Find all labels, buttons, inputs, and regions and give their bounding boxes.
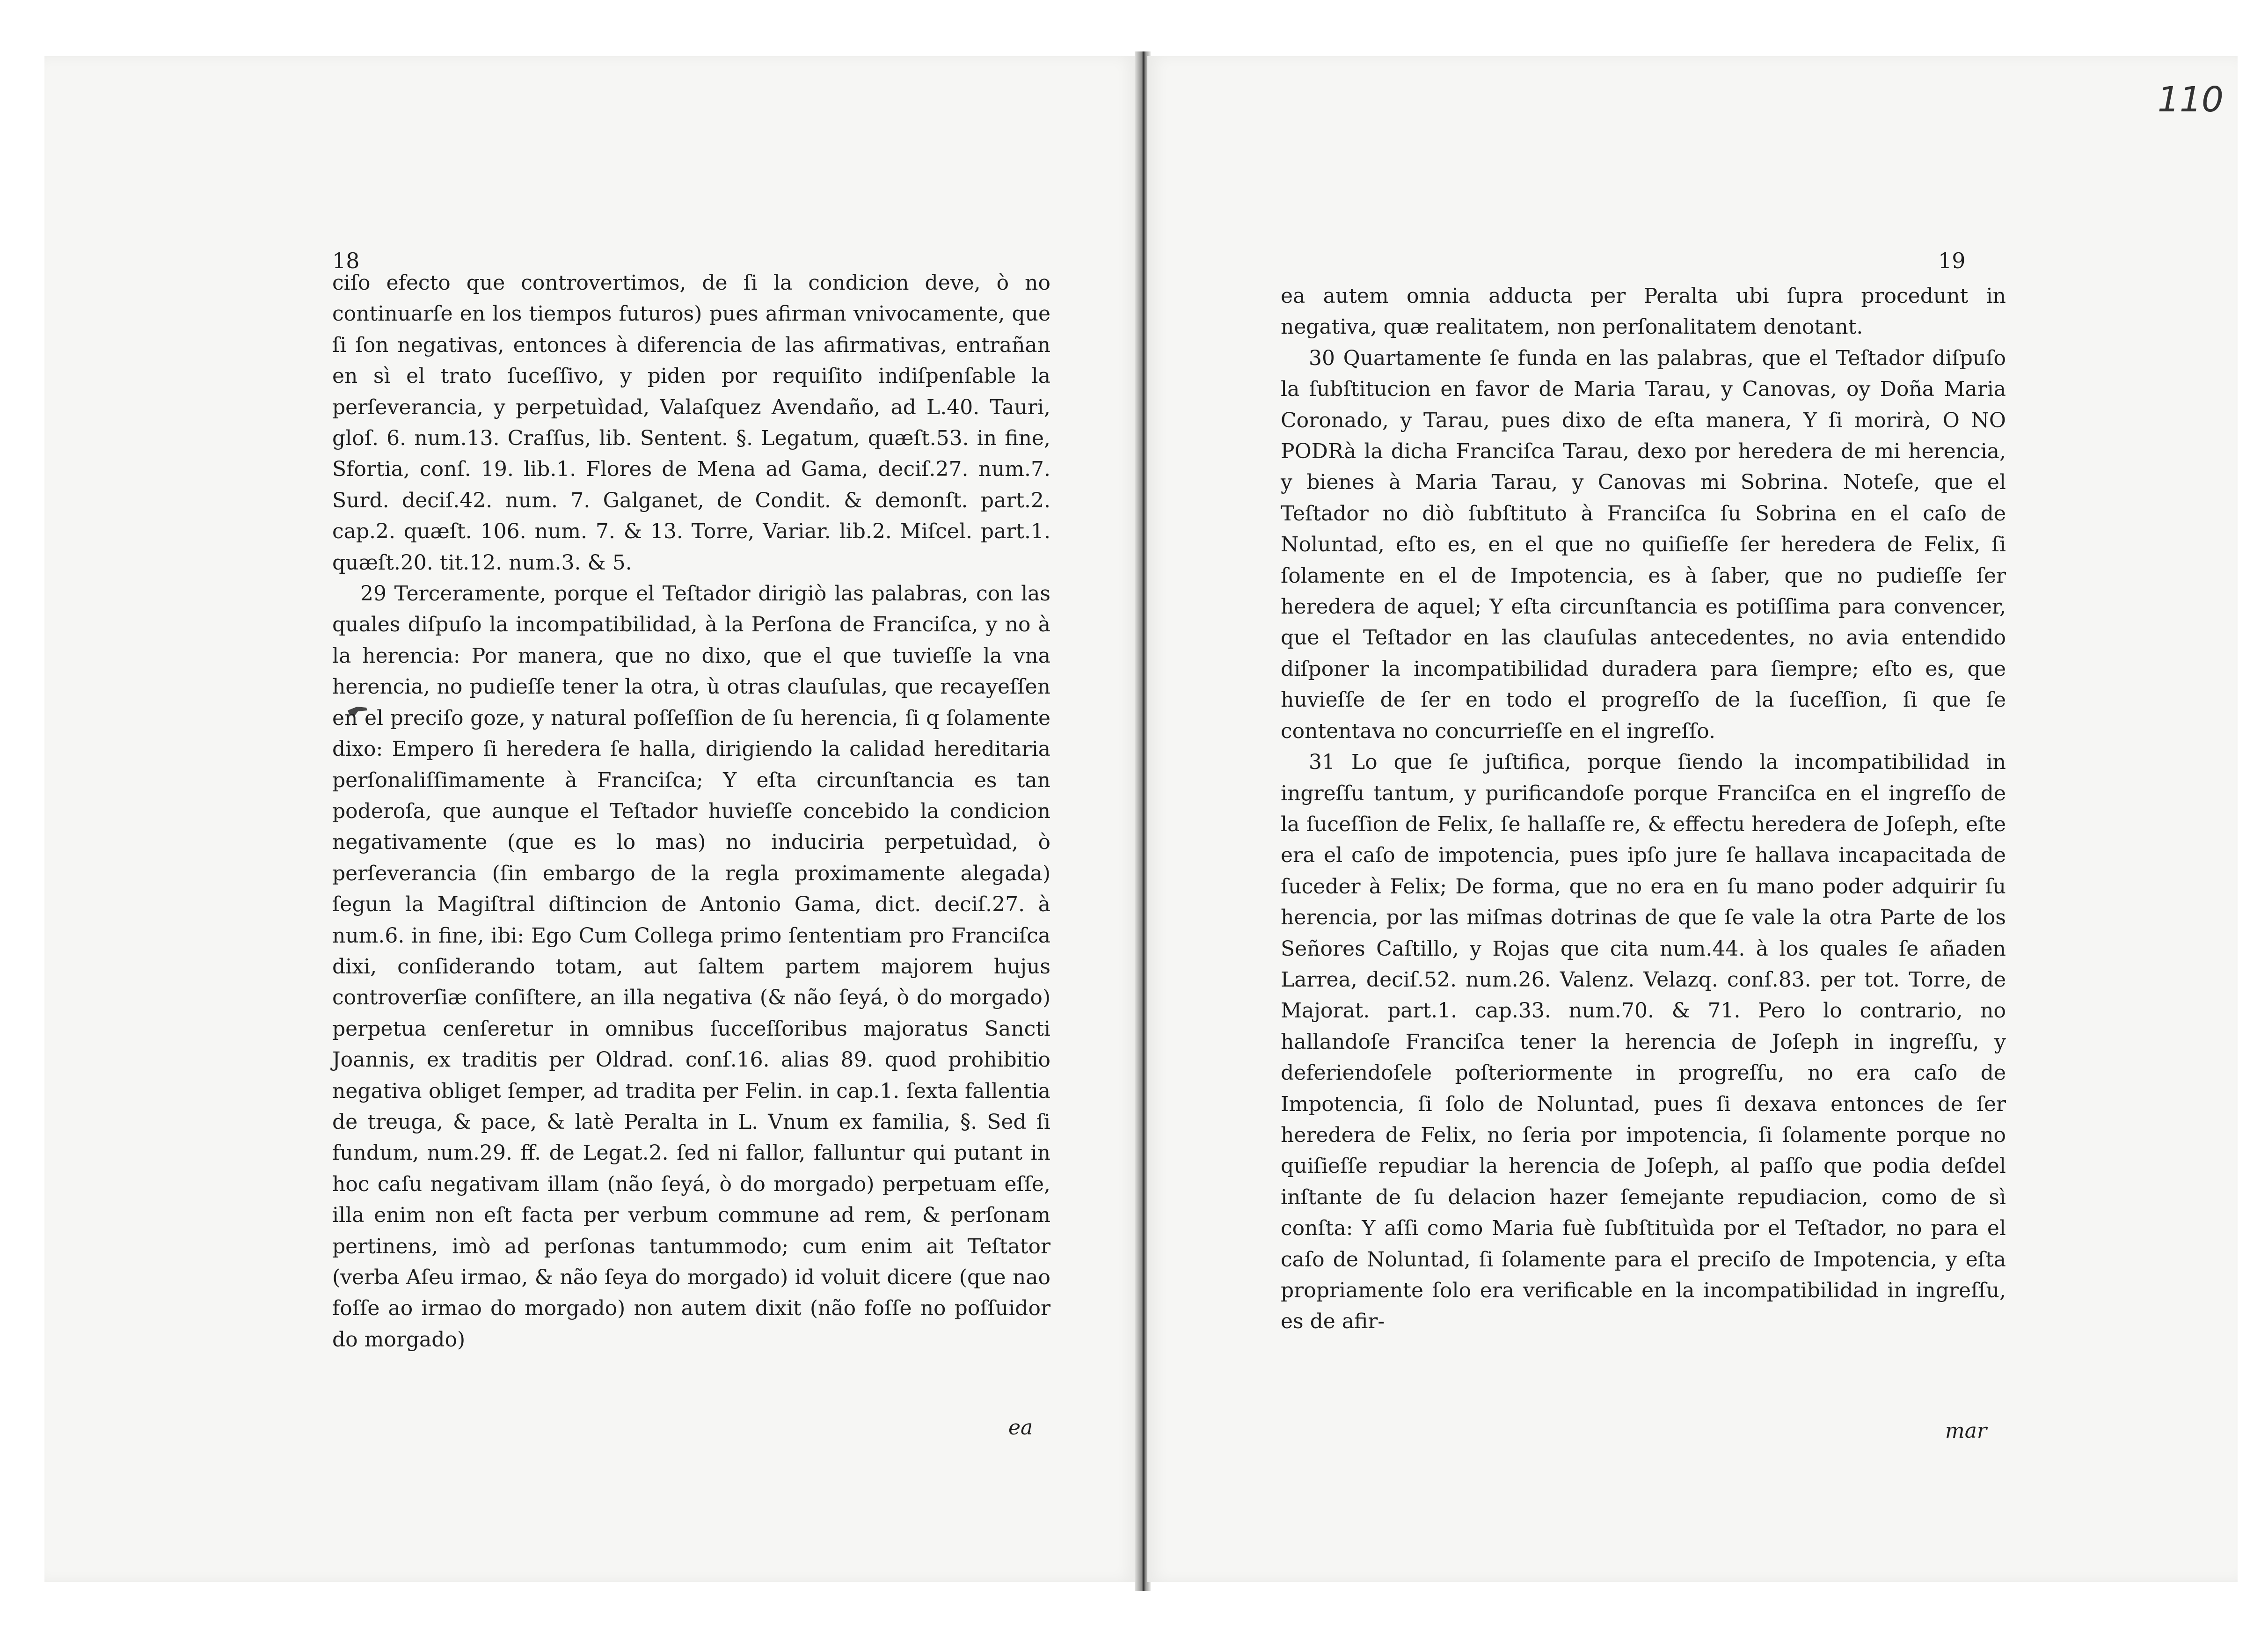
paragraph: 31 Lo que ſe juſtifica, porque ſiendo la incompatibilidad in ingreſſu tantum, y purificandoſe porque Franciſca en el ingreſſo de la ſuceſſion de Felix, ſe hallaſſe re, & effectu heredera de Joſeph, eſte era el caſo de impotencia, pues ipſo jure ſe hallava incapacitada de ſuceder à Felix; De forma, que no era en ſu mano poder adquirir ſu herencia, por las miſmas dotrinas de que ſe vale la otra Parte de los Señores Caſtillo, y Rojas que cita num.44. à los quales ſe añaden Larrea, deciſ.52. num.26. Valenz. Velazq. conſ.83. per tot. Torre, de Majorat. part.1. cap.33. num.70. & 71. Pero lo contrario, no hallandoſe Franciſca tener la herencia de Joſeph in ingreſſu, y deferiendoſele poſteriormente in progreſſu, no era caſo de Impotencia, ſi ſolo de Noluntad, pues ſi dexava entonces de ſer heredera de Felix, no ſeria por impotencia, ſi ſolamente porque no quiſieſſe repudiar la herencia de Joſeph, al paſſo que podia deſdel inſtante de ſu delacion hazer ſemejante repudiacion, como de sì conſta: Y aſſi como Maria fuè ſubſtituìda por el Teſtador, no para el caſo de Noluntad, ſi ſolamente para el preciſo de Impotencia, y eſta propriamente ſolo era verificable en la incompatibilidad in ingreſſu, es de afir- bbox=[1281, 750, 2006, 1334]
folio-mark: 110 bbox=[2157, 80, 2224, 120]
paragraph: 29 Terceramente, porque el Teſtador dirigiò las palabras, con las quales diſpuſo la incompatibilidad, à la Perſona de Franciſca, y no à la herencia: Por manera, que no dixo, que el que tuvieſſe la vna herencia, no pudieſſe tener la otra, ù otras clauſulas, que recayeſſen en el preciſo goze, y natural poſſeſſion de ſu herencia, ſi q ſolamente dixo: Empero ſi heredera ſe halla, dirigiendo la calidad hereditaria perſonaliſſimamente à Franciſca; Y eſta circunſtancia es tan poderoſa, que aunque el Teſtador huvieſſe concebido la condicion negativamente (que es lo mas) no induciria perpetuìdad, ò perſeverancia (ſin embargo de la regla proximamente alegada) ſegun la Magiſtral diſtincion de Antonio Gama, dict. deciſ.27. à num.6. in fine, ibi: Ego Cum Collega primo ſententiam pro Franciſca dixi, conſiderando totam, aut ſaltem partem majorem hujus controverſiæ conſiſtere, an illa negativa (& não ſeyá, ò do morgado) perpetua cenſeretur in omnibus ſucceſſoribus majoratus Sancti Joannis, ex traditis per Oldrad. conſ.16. alias 89. quod prohibitio negativa obliget ſemper, ad tradita per Felin. in cap.1. ſexta fallentia de treuga, & pace, & latè Peralta in L. Vnum ex familia, §. Sed ſi fundum, num.29. ff. de Legat.2. ſed ni fallor, falluntur qui putant in hoc caſu negativam illam (não ſeyá, ò do morgado) perpetuam eſſe, illa enim non eſt facta per verbum commune ad rem, & perſonam pertinens, imò ad perſonas tantummodo; cum enim ait Teſtator (verba Aſeu irmao, & não ſeya do morgado) id voluit dicere (que nao foſſe ao irmao do morgado) non autem dixit (não foſſe no poſſuidor do morgado) bbox=[332, 582, 1050, 1352]
paragraph: ciſo efecto que controvertimos, de ſi la condicion deve, ò no continuarſe en los tiempos futuros) pues afirman vnivocamente, que ſi ſon negativas, entonces à diferencia de las afirmativas, entrañan en sì el trato ſuceſſivo, y piden por requiſito indiſpenſable la perſeverancia, y perpetuìdad, Valaſquez Avendaño, ad L.40. Tauri, gloſ. 6. num.13. Craſſus, lib. Sentent. §. Legatum, quæſt.53. in fine, Sfortia, conſ. 19. lib.1. Flores de Mena ad Gama, deciſ.27. num.7. Surd. deciſ.42. num. 7. Galganet, de Condit. & demonſt. part.2. cap.2. quæſt. 106. num. 7. & 13. Torre, Variar. lib.2. Miſcel. part.1. quæſt.20. tit.12. num.3. & 5. bbox=[332, 271, 1050, 575]
paragraph: 30 Quartamente ſe funda en las palabras, que el Teſtador diſpuſo la ſubſtitucion en favor de Maria Tarau, y Canovas, oy Doña Maria Coronado, y Tarau, pues dixo de eſta manera, Y ſi morirà, O NO PODRà la dicha Franciſca Tarau, dexo por heredera de mi herencia, y bienes à Maria Tarau, y Canovas mi Sobrina. Noteſe, que el Teſtador no diò ſubſtituto à Franciſca ſu Sobrina en el caſo de Noluntad, eſto es, en el que no quiſieſſe ſer heredera de Felix, ſi ſolamente en el de Impotencia, es à ſaber, que no pudieſſe ſer heredera de aquel; Y eſta circunſtancia es potiſſima para convencer, que el Teſtador en las clauſulas antecedentes, no avia entendido diſponer la incompatibilidad duradera para ſiempre; eſto es, que huvieſſe de ſer en todo el progreſſo de la ſuceſſion, ſi que ſe contentava no concurrieſſe en el ingreſſo. bbox=[1281, 346, 2006, 743]
page-number: 19 bbox=[1938, 248, 1966, 273]
paragraph: ea autem omnia adducta per Peralta ubi ſupra procedunt in negativa, quæ realitatem, non perſonalitatem denotant. bbox=[1281, 284, 2006, 339]
page-number: 18 bbox=[332, 248, 360, 273]
right-text-block bbox=[1281, 281, 2006, 1338]
catchword: mar bbox=[1945, 1419, 1987, 1443]
left-text-block bbox=[332, 268, 1050, 1355]
catchword: ea bbox=[1008, 1416, 1033, 1440]
left-page bbox=[44, 56, 1137, 1582]
right-page bbox=[1147, 56, 2238, 1582]
